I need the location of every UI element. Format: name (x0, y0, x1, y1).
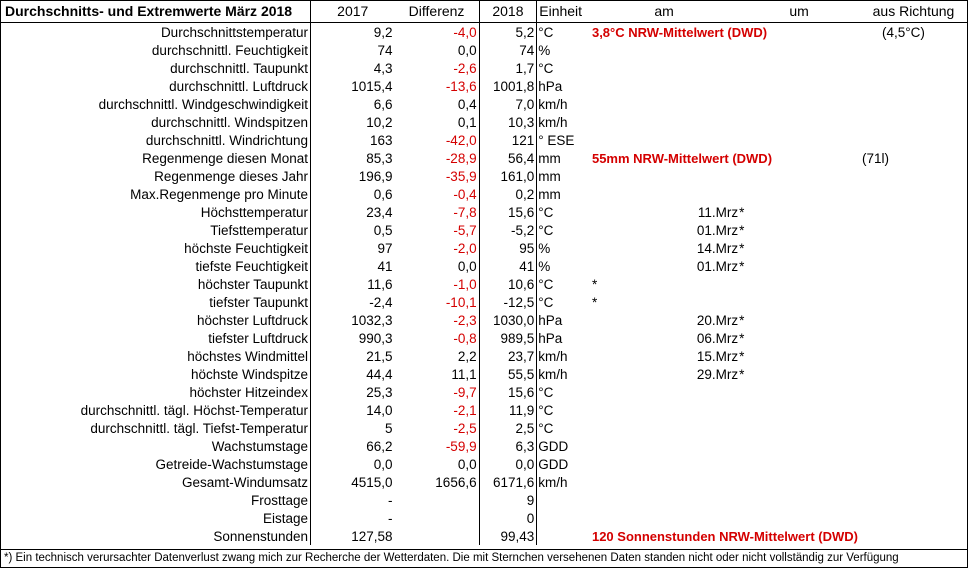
date-am[interactable] (590, 167, 738, 185)
direction-cell[interactable]: (4,5°C) (881, 24, 925, 40)
star-marker[interactable] (738, 473, 860, 491)
value-diff[interactable]: -5,7 (453, 222, 477, 238)
value-unit[interactable]: °C (537, 293, 590, 311)
direction-cell[interactable] (860, 185, 967, 203)
row-label[interactable]: durchschnittl. tägl. Höchst-Temperatur (1, 401, 311, 419)
table-row (1, 185, 967, 203)
value-unit[interactable]: °C (537, 275, 590, 293)
table-row (1, 167, 967, 185)
star-marker[interactable] (738, 41, 860, 59)
table-row (1, 41, 967, 59)
value-unit[interactable]: °C (537, 383, 590, 401)
value-2017[interactable]: 66,2 (366, 438, 393, 454)
value-2018[interactable]: 0,2 (479, 185, 537, 203)
value-2018[interactable]: 15,6 (479, 383, 537, 401)
col-header-am[interactable]: am (590, 1, 738, 23)
date-am[interactable] (590, 131, 738, 149)
row-label[interactable]: Frosttage (1, 491, 311, 509)
footnote[interactable]: *) Ein technisch verursachter Datenverlust zwang mich zur Recherche der Wetterdaten. Die mit Sternchen versehenen Daten standen nicht oder nicht vollständig zur Verfügung (1, 549, 967, 566)
value-2018[interactable]: 1030,0 (479, 311, 537, 329)
date-am[interactable]: 01.Mrz (696, 258, 739, 274)
table-row (1, 347, 967, 365)
date-am[interactable]: 15.Mrz (696, 348, 739, 364)
value-2018[interactable]: 5,2 (479, 23, 537, 42)
value-2018[interactable]: 6,3 (479, 437, 537, 455)
value-unit[interactable]: mm (537, 149, 590, 167)
table-row (1, 59, 967, 77)
date-am[interactable] (590, 455, 738, 473)
star-marker[interactable] (738, 293, 860, 311)
col-header-um[interactable]: um (738, 1, 860, 23)
value-diff[interactable]: 0,0 (457, 258, 477, 274)
table-row (1, 509, 967, 527)
star-marker[interactable] (738, 185, 860, 203)
row-label[interactable]: durchschnittl. tägl. Tiefst-Temperatur (1, 419, 311, 437)
star-marker[interactable] (738, 437, 860, 455)
value-2018[interactable]: 2,5 (479, 419, 537, 437)
value-2017[interactable]: -2,4 (369, 294, 393, 310)
col-header-unit[interactable]: Einheit (537, 1, 590, 23)
star-marker[interactable] (738, 419, 860, 437)
value-unit[interactable]: km/h (537, 473, 590, 491)
table-row (1, 149, 967, 167)
value-2017[interactable]: 25,3 (366, 384, 393, 400)
value-2017[interactable]: 4,3 (373, 60, 393, 76)
value-unit[interactable]: mm (537, 185, 590, 203)
row-label[interactable]: Regenmenge diesen Monat (1, 149, 311, 167)
row-label[interactable]: höchster Taupunkt (1, 275, 311, 293)
direction-cell[interactable] (860, 95, 967, 113)
dwd-note[interactable] (590, 527, 860, 545)
star-marker[interactable]: * (739, 240, 745, 256)
col-header-2017[interactable]: 2017 (311, 1, 395, 23)
value-2018[interactable]: 1001,8 (479, 77, 537, 95)
star-marker[interactable]: * (739, 348, 745, 364)
value-2017[interactable]: 0,6 (373, 186, 393, 202)
date-am[interactable] (590, 419, 738, 437)
value-unit[interactable]: °C (537, 221, 590, 239)
row-label[interactable]: Durchschnittstemperatur (1, 23, 311, 42)
value-diff[interactable]: -0,8 (453, 330, 477, 346)
value-unit[interactable]: km/h (537, 347, 590, 365)
table-row (1, 203, 967, 221)
value-unit[interactable]: ° ESE (537, 131, 590, 149)
direction-cell[interactable] (860, 491, 967, 509)
value-2018[interactable]: 161,0 (479, 167, 537, 185)
col-header-2018[interactable]: 2018 (479, 1, 537, 23)
direction-cell[interactable] (860, 383, 967, 401)
table-row (1, 23, 967, 42)
value-diff[interactable]: -1,0 (453, 276, 477, 292)
value-2018[interactable]: 7,0 (479, 95, 537, 113)
star-marker[interactable]: * (739, 204, 745, 220)
star-marker[interactable] (738, 455, 860, 473)
date-am[interactable] (590, 185, 738, 203)
value-diff[interactable]: -28,9 (445, 150, 477, 166)
table-row (1, 473, 967, 491)
dwd-note[interactable] (590, 149, 860, 167)
value-2018[interactable]: 41 (479, 257, 537, 275)
direction-cell[interactable] (860, 401, 967, 419)
star-marker[interactable]: * (739, 330, 745, 346)
row-label[interactable]: Sonnenstunden (1, 527, 311, 545)
table-row (1, 365, 967, 383)
value-2018[interactable]: 10,6 (479, 275, 537, 293)
value-diff[interactable]: -4,0 (453, 24, 477, 40)
value-2017[interactable]: 990,3 (358, 330, 393, 346)
value-2017[interactable]: 1015,4 (351, 78, 393, 94)
value-diff[interactable]: -7,8 (453, 204, 477, 220)
value-unit[interactable]: hPa (537, 329, 590, 347)
weather-table (1, 1, 967, 545)
col-header-diff[interactable]: Differenz (395, 1, 480, 23)
date-am[interactable] (590, 59, 738, 77)
value-2018[interactable]: 9 (479, 491, 537, 509)
row-label[interactable]: tiefster Taupunkt (1, 293, 311, 311)
table-row (1, 131, 967, 149)
date-am[interactable] (590, 473, 738, 491)
star-marker[interactable] (738, 275, 860, 293)
value-diff[interactable]: -42,0 (445, 132, 477, 148)
value-diff[interactable]: -9,7 (453, 384, 477, 400)
value-unit[interactable]: °C (537, 401, 590, 419)
value-unit[interactable]: GDD (537, 437, 590, 455)
date-am[interactable] (590, 41, 738, 59)
direction-cell[interactable] (860, 275, 967, 293)
row-label[interactable]: tiefster Luftdruck (1, 329, 311, 347)
value-2017[interactable]: 21,5 (366, 348, 393, 364)
value-diff[interactable]: 1656,6 (435, 474, 477, 490)
star-marker[interactable]: * (739, 258, 745, 274)
dwd-note[interactable] (590, 23, 860, 42)
star-marker[interactable] (738, 401, 860, 419)
value-diff[interactable]: -2,3 (453, 312, 477, 328)
date-am[interactable]: 06.Mrz (696, 330, 739, 346)
value-diff[interactable]: 0,4 (457, 96, 477, 112)
direction-cell[interactable] (860, 473, 967, 491)
star-marker[interactable]: * (739, 312, 745, 328)
value-2017[interactable]: 10,2 (366, 114, 393, 130)
table-row (1, 275, 967, 293)
value-unit[interactable]: km/h (537, 113, 590, 131)
value-unit[interactable]: °C (537, 203, 590, 221)
value-diff[interactable]: 0,1 (457, 114, 477, 130)
value-2017[interactable]: - (388, 510, 393, 526)
value-diff[interactable]: -35,9 (445, 168, 477, 184)
value-2017[interactable]: 6,6 (373, 96, 393, 112)
direction-cell[interactable] (860, 113, 967, 131)
row-label[interactable]: Höchsttemperatur (1, 203, 311, 221)
value-diff[interactable]: -2,6 (453, 60, 477, 76)
value-unit[interactable]: % (537, 41, 590, 59)
value-2017[interactable]: 196,9 (358, 168, 393, 184)
star-marker[interactable] (738, 113, 860, 131)
value-2017[interactable]: 11,6 (367, 276, 393, 292)
value-2018[interactable]: 121 (479, 131, 537, 149)
value-2018[interactable]: 6171,6 (479, 473, 537, 491)
value-diff[interactable] (395, 527, 480, 545)
date-am[interactable] (590, 383, 738, 401)
row-label[interactable]: durchschnittl. Windspitzen (1, 113, 311, 131)
star-marker[interactable]: * (739, 366, 745, 382)
value-2017[interactable]: 163 (369, 132, 393, 148)
row-label[interactable]: Max.Regenmenge pro Minute (1, 185, 311, 203)
value-2017[interactable]: 41 (377, 258, 393, 274)
value-2017[interactable]: 0,5 (373, 222, 393, 238)
date-am[interactable] (590, 401, 738, 419)
row-label[interactable]: durchschnittl. Luftdruck (1, 77, 311, 95)
value-unit[interactable]: hPa (537, 311, 590, 329)
value-unit[interactable]: % (537, 257, 590, 275)
value-2017[interactable]: 85,3 (366, 150, 393, 166)
table-row (1, 293, 967, 311)
col-header-direction[interactable]: aus Richtung (860, 1, 967, 23)
value-unit[interactable]: km/h (537, 95, 590, 113)
value-diff[interactable] (395, 509, 480, 527)
value-diff[interactable]: -10,1 (445, 294, 477, 310)
table-row (1, 437, 967, 455)
direction-cell[interactable]: (71l) (861, 150, 889, 166)
direction-cell[interactable] (860, 293, 967, 311)
table-row (1, 239, 967, 257)
table-row (1, 257, 967, 275)
value-diff[interactable]: 0,0 (457, 42, 477, 58)
table-row (1, 95, 967, 113)
direction-cell[interactable] (860, 347, 967, 365)
dwd-note-text: 120 Sonnenstunden NRW-Mittelwert (DWD) (591, 528, 858, 544)
row-label[interactable]: durchschnittl. Windrichtung (1, 131, 311, 149)
direction-cell[interactable] (860, 59, 967, 77)
row-label[interactable]: höchster Luftdruck (1, 311, 311, 329)
value-unit[interactable] (537, 491, 590, 509)
value-diff[interactable]: -13,6 (445, 78, 477, 94)
value-diff[interactable]: 2,2 (457, 348, 477, 364)
star-marker[interactable] (738, 383, 860, 401)
value-2017[interactable]: 44,4 (366, 366, 393, 382)
value-2018[interactable]: 95 (479, 239, 537, 257)
value-unit[interactable]: °C (537, 59, 590, 77)
value-2017[interactable]: 14,0 (366, 402, 393, 418)
row-label[interactable]: Tiefsttemperatur (1, 221, 311, 239)
value-2018[interactable]: 99,43 (479, 527, 537, 545)
direction-cell[interactable] (860, 509, 967, 527)
dwd-note-text: 3,8°C NRW-Mittelwert (DWD) (591, 24, 768, 40)
row-label[interactable]: höchste Feuchtigkeit (1, 239, 311, 257)
date-am[interactable] (590, 113, 738, 131)
date-am[interactable] (590, 95, 738, 113)
value-2018[interactable]: 15,6 (479, 203, 537, 221)
date-am[interactable] (590, 491, 738, 509)
direction-cell[interactable] (860, 257, 967, 275)
row-label[interactable]: durchschnittl. Windgeschwindigkeit (1, 95, 311, 113)
star-marker[interactable] (738, 167, 860, 185)
value-unit[interactable] (537, 509, 590, 527)
star-marker[interactable] (738, 77, 860, 95)
table-row (1, 401, 967, 419)
row-label[interactable]: höchster Hitzeindex (1, 383, 311, 401)
dwd-note-text: 55mm NRW-Mittelwert (DWD) (591, 150, 773, 166)
row-label[interactable]: Gesamt-Windumsatz (1, 473, 311, 491)
row-label[interactable]: Eistage (1, 509, 311, 527)
value-diff[interactable]: -2,1 (453, 402, 477, 418)
direction-cell[interactable] (860, 527, 967, 545)
table-row (1, 527, 967, 545)
value-2017[interactable]: 97 (377, 240, 393, 256)
value-diff[interactable]: 11,1 (451, 366, 477, 382)
value-2017[interactable]: 1032,3 (351, 312, 393, 328)
direction-cell[interactable] (860, 203, 967, 221)
direction-cell[interactable] (860, 131, 967, 149)
value-2018[interactable]: 56,4 (479, 149, 537, 167)
date-am[interactable]: * (591, 294, 598, 310)
row-label[interactable]: Getreide-Wachstumstage (1, 455, 311, 473)
star-marker[interactable] (738, 59, 860, 77)
table-row (1, 329, 967, 347)
value-diff[interactable]: -2,5 (453, 420, 477, 436)
table-row (1, 221, 967, 239)
star-marker[interactable] (738, 491, 860, 509)
row-label[interactable]: Wachstumstage (1, 437, 311, 455)
date-am[interactable]: 01.Mrz (696, 222, 739, 238)
row-label[interactable]: durchschnittl. Taupunkt (1, 59, 311, 77)
direction-cell[interactable] (860, 419, 967, 437)
value-2017[interactable]: 23,4 (366, 204, 393, 220)
direction-cell[interactable] (860, 311, 967, 329)
date-am[interactable] (590, 509, 738, 527)
value-2017[interactable]: 9,2 (373, 24, 393, 40)
value-2018[interactable]: 23,7 (479, 347, 537, 365)
value-2018[interactable]: 1,7 (479, 59, 537, 77)
value-2018[interactable]: 74 (479, 41, 537, 59)
value-diff[interactable]: -2,0 (453, 240, 477, 256)
table-row (1, 113, 967, 131)
table-row (1, 311, 967, 329)
value-unit[interactable]: % (537, 239, 590, 257)
value-2018[interactable]: 989,5 (479, 329, 537, 347)
date-am[interactable] (590, 77, 738, 95)
value-2018[interactable]: -5,2 (479, 221, 537, 239)
date-am[interactable]: 29.Mrz (696, 366, 739, 382)
value-2017[interactable]: 5 (385, 420, 393, 436)
direction-cell[interactable] (860, 239, 967, 257)
direction-cell[interactable] (860, 455, 967, 473)
value-2017[interactable]: 4515,0 (351, 474, 393, 490)
value-diff[interactable]: 0,0 (457, 456, 477, 472)
table-row (1, 419, 967, 437)
value-2018[interactable]: 10,3 (479, 113, 537, 131)
date-am[interactable]: * (591, 276, 598, 292)
direction-cell[interactable] (860, 365, 967, 383)
direction-cell[interactable] (860, 41, 967, 59)
value-diff[interactable]: -59,9 (445, 438, 477, 454)
value-diff[interactable] (395, 491, 480, 509)
value-unit[interactable]: GDD (537, 455, 590, 473)
star-marker[interactable]: * (739, 222, 745, 238)
header-row (1, 1, 967, 23)
sheet-title[interactable]: Durchschnitts- und Extremwerte März 2018 (1, 1, 311, 23)
table-row (1, 383, 967, 401)
value-2018[interactable]: -12,5 (479, 293, 537, 311)
direction-cell[interactable] (860, 167, 967, 185)
value-2017[interactable]: 0,0 (373, 456, 393, 472)
star-marker[interactable] (738, 131, 860, 149)
star-marker[interactable] (738, 509, 860, 527)
value-2017[interactable]: 74 (377, 42, 393, 58)
value-2018[interactable]: 0,0 (479, 455, 537, 473)
date-am[interactable] (590, 437, 738, 455)
direction-cell[interactable] (860, 437, 967, 455)
value-unit[interactable]: °C (537, 23, 590, 42)
value-unit[interactable]: hPa (537, 77, 590, 95)
row-label[interactable]: höchstes Windmittel (1, 347, 311, 365)
value-unit[interactable]: km/h (537, 365, 590, 383)
table-row (1, 491, 967, 509)
date-am[interactable]: 14.Mrz (696, 240, 739, 256)
row-label[interactable]: durchschnittl. Feuchtigkeit (1, 41, 311, 59)
value-2018[interactable]: 55,5 (479, 365, 537, 383)
row-label[interactable]: Regenmenge dieses Jahr (1, 167, 311, 185)
value-2017[interactable]: 127,58 (351, 528, 393, 544)
date-am[interactable]: 11.Mrz (697, 204, 739, 220)
date-am[interactable]: 20.Mrz (696, 312, 739, 328)
direction-cell[interactable] (860, 77, 967, 95)
value-2018[interactable]: 11,9 (479, 401, 537, 419)
value-unit[interactable]: °C (537, 419, 590, 437)
row-label[interactable]: tiefste Feuchtigkeit (1, 257, 311, 275)
value-2017[interactable]: - (388, 492, 393, 508)
value-unit[interactable]: mm (537, 167, 590, 185)
direction-cell[interactable] (860, 221, 967, 239)
row-label[interactable]: höchste Windspitze (1, 365, 311, 383)
star-marker[interactable] (738, 95, 860, 113)
table-row (1, 455, 967, 473)
direction-cell[interactable] (860, 329, 967, 347)
value-2018[interactable]: 0 (479, 509, 537, 527)
value-diff[interactable]: -0,4 (453, 186, 477, 202)
table-row (1, 77, 967, 95)
value-unit[interactable] (537, 527, 590, 545)
